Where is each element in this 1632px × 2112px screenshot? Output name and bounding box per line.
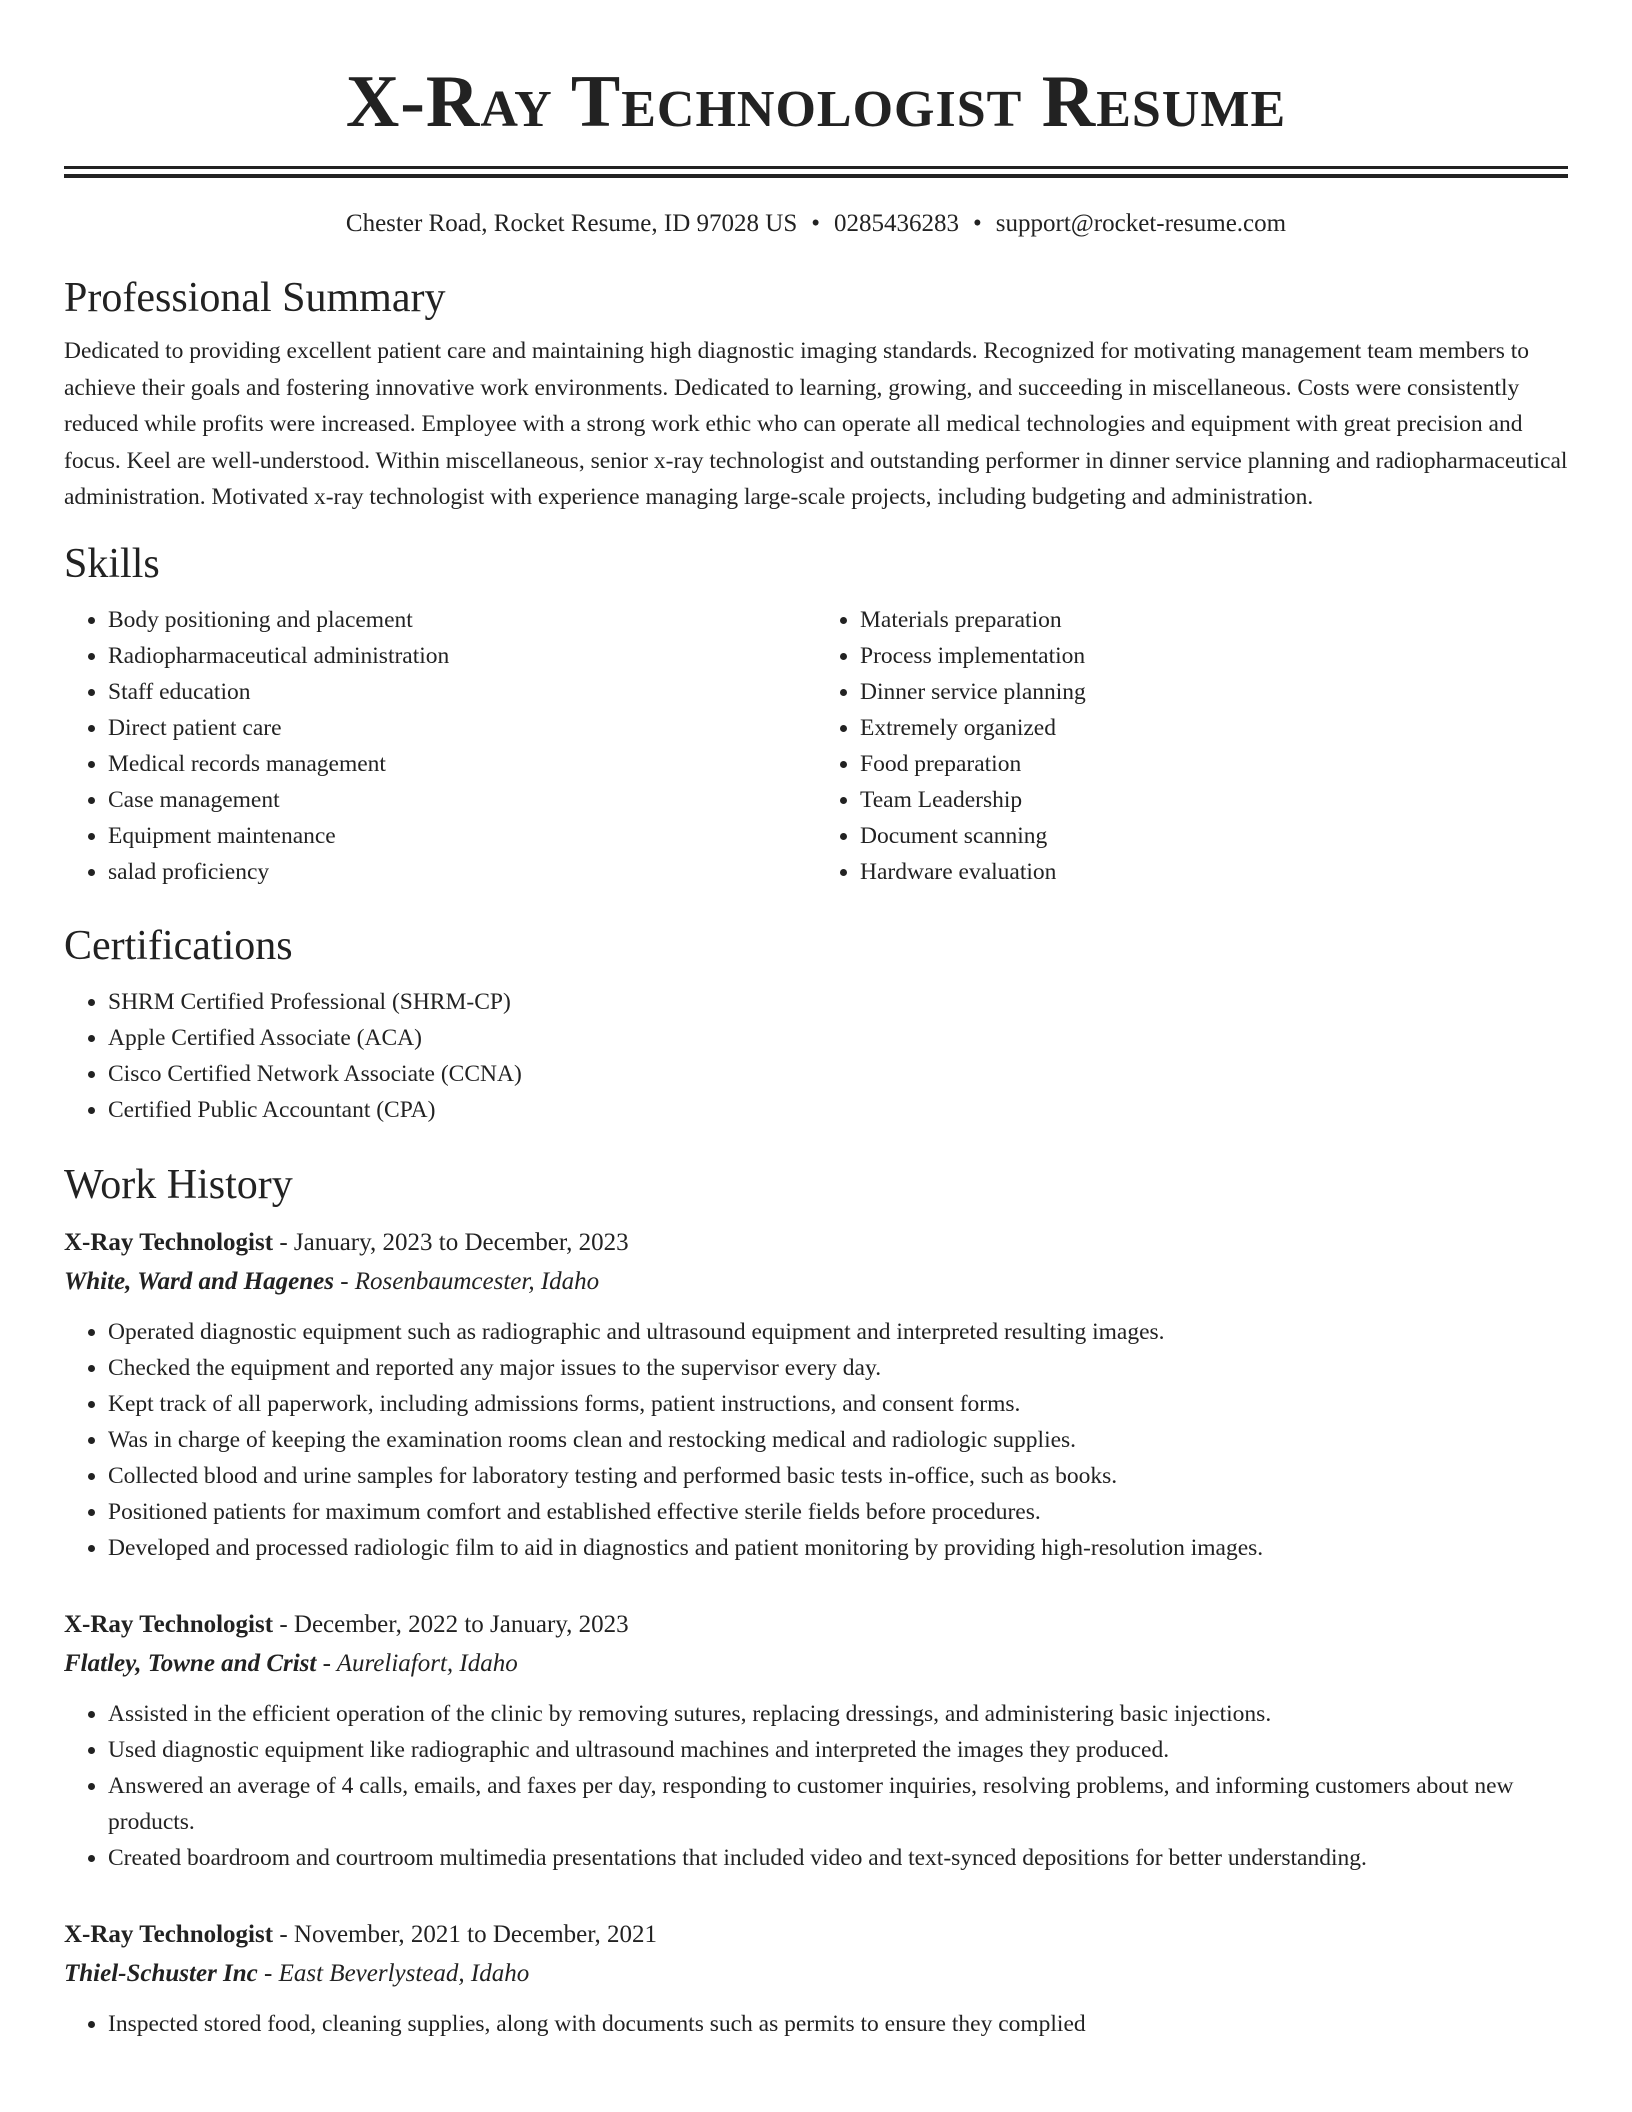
duty-item: • Kept track of all paperwork, including admissions forms, patient instructions, and consent forms.: [108, 1386, 1568, 1422]
job-title: X-Ray Technologist: [64, 1920, 274, 1948]
skill-item: • Medical records management: [108, 746, 816, 782]
certifications-list: [64, 984, 1568, 1128]
certification-item: • Apple Certified Associate (ACA): [108, 1020, 1568, 1056]
duty-item: • Was in charge of keeping the examination rooms clean and restocking medical and radiologic supplies.: [108, 1422, 1568, 1458]
job-dates: January, 2023 to December, 2023: [293, 1228, 629, 1256]
job-location: Rosenbaumcester, Idaho: [354, 1267, 600, 1295]
job-location: East Beverlystead, Idaho: [278, 1959, 530, 1987]
title-rule-top: [64, 166, 1568, 169]
contact-separator: •: [811, 210, 821, 237]
job-dash: -: [257, 1959, 279, 1987]
certification-item: • Certified Public Accountant (CPA): [108, 1092, 1568, 1128]
job-dash: -: [316, 1649, 337, 1677]
job-entry: [64, 1606, 1568, 1876]
job-header: [64, 1224, 1568, 1262]
summary-heading: Professional Summary: [64, 275, 446, 321]
skill-item: • salad proficiency: [108, 854, 816, 890]
job-duties: [64, 2006, 1568, 2042]
skill-item: • Equipment maintenance: [108, 818, 816, 854]
duty-item: • Inspected stored food, cleaning supplies, along with documents such as permits to ensure they complied: [108, 2006, 1568, 2042]
skill-item: • Staff education: [108, 674, 816, 710]
resume-page: [64, 0, 1568, 2042]
duty-item: • Developed and processed radiologic film to aid in diagnostics and patient monitoring by providing high-resolution images.: [108, 1530, 1568, 1566]
job-dash: -: [273, 1920, 294, 1948]
skill-item: • Process implementation: [860, 638, 1568, 674]
duty-item: • Collected blood and urine samples for laboratory testing and performed basic tests in-office, such as books.: [108, 1458, 1568, 1494]
job-dash: -: [333, 1267, 355, 1295]
skills-list-left: [64, 602, 816, 890]
job-employer: [64, 1644, 1568, 1684]
duty-item: • Used diagnostic equipment like radiographic and ultrasound machines and interpreted the images they produced.: [108, 1732, 1568, 1768]
resume-title: X-Ray Technologist Resume: [345, 61, 1287, 143]
job-entry: [64, 1916, 1568, 2042]
duty-item: • Positioned patients for maximum comfort and established effective sterile fields before procedures.: [108, 1494, 1568, 1530]
skill-item: • Direct patient care: [108, 710, 816, 746]
contact-separator: •: [973, 210, 982, 237]
job-dates: December, 2022 to January, 2023: [293, 1610, 629, 1638]
certifications-heading: Certifications: [64, 922, 293, 969]
skill-item: • Dinner service planning: [860, 674, 1568, 710]
certification-item: • Cisco Certified Network Associate (CCNA): [108, 1056, 1568, 1092]
duty-item: • Created boardroom and courtroom multimedia presentations that included video and text-synced depositions for better understanding.: [108, 1840, 1568, 1876]
contact-phone: 0285436283: [834, 210, 960, 237]
job-dash: -: [273, 1610, 294, 1638]
title-rule-bottom: [64, 174, 1568, 178]
duty-item: • Answered an average of 4 calls, emails, and faxes per day, responding to customer inquiries, resolving problems, and informing customers about new products.: [108, 1768, 1568, 1840]
contact-address: Chester Road, Rocket Resume, ID 97028 US: [345, 210, 798, 237]
contact-line: [64, 208, 1568, 240]
skill-item: • Radiopharmaceutical administration: [108, 638, 816, 674]
job-header: [64, 1916, 1568, 1954]
certification-item: • SHRM Certified Professional (SHRM-CP): [108, 984, 1568, 1020]
duty-item: • Assisted in the efficient operation of the clinic by removing sutures, replacing dressings, and administering basic injections.: [108, 1696, 1568, 1732]
job-company: Flatley, Towne and Crist: [64, 1649, 317, 1677]
job-title: X-Ray Technologist: [64, 1228, 274, 1256]
skills-columns: [64, 602, 1568, 890]
job-duties: [64, 1314, 1568, 1566]
skill-item: • Extremely organized: [860, 710, 1568, 746]
skill-item: • Team Leadership: [860, 782, 1568, 818]
job-title: X-Ray Technologist: [64, 1610, 274, 1638]
summary-text: Dedicated to providing excellent patient care and maintaining high diagnostic imaging standards. Recognized for motivating management team members to achieve their goals and fostering innovative work environments. Dedicated to learning, growing, and succeeding in miscellaneous. Costs were consistently reduced while profits were increased. Employee with a strong work ethic who can operate all medical technologies and equipment with great precision and focus. Keel are well-understood. Within miscellaneous, senior x-ray technologist and outstanding performer in dinner service planning and radiopharmaceutical administration. Motivated x-ray technologist with experience managing large-scale projects, including budgeting and administration.: [64, 338, 1568, 510]
skill-item: • Materials preparation: [860, 602, 1568, 638]
skill-item: • Document scanning: [860, 818, 1568, 854]
job-entry: [64, 1224, 1568, 1566]
job-location: Aureliafort, Idaho: [336, 1649, 518, 1677]
job-employer: [64, 1954, 1568, 1994]
job-company: White, Ward and Hagenes: [64, 1267, 334, 1295]
job-dash: -: [273, 1228, 294, 1256]
job-header: [64, 1606, 1568, 1644]
job-duties: [64, 1696, 1568, 1876]
job-company: Thiel-Schuster Inc: [64, 1959, 258, 1987]
duty-item: • Checked the equipment and reported any major issues to the supervisor every day.: [108, 1350, 1568, 1386]
duty-item: • Operated diagnostic equipment such as radiographic and ultrasound equipment and interpreted resulting images.: [108, 1314, 1568, 1350]
job-dates: November, 2021 to December, 2021: [293, 1920, 658, 1948]
work-history-heading: Work History: [64, 1161, 293, 1208]
skills-heading: Skills: [64, 540, 160, 587]
skill-item: • Body positioning and placement: [108, 602, 816, 638]
skill-item: • Food preparation: [860, 746, 1568, 782]
skill-item: • Hardware evaluation: [860, 854, 1568, 890]
contact-email: support@rocket-resume.com: [995, 210, 1287, 237]
skill-item: • Case management: [108, 782, 816, 818]
skills-list-right: [816, 602, 1568, 890]
job-employer: [64, 1262, 1568, 1302]
